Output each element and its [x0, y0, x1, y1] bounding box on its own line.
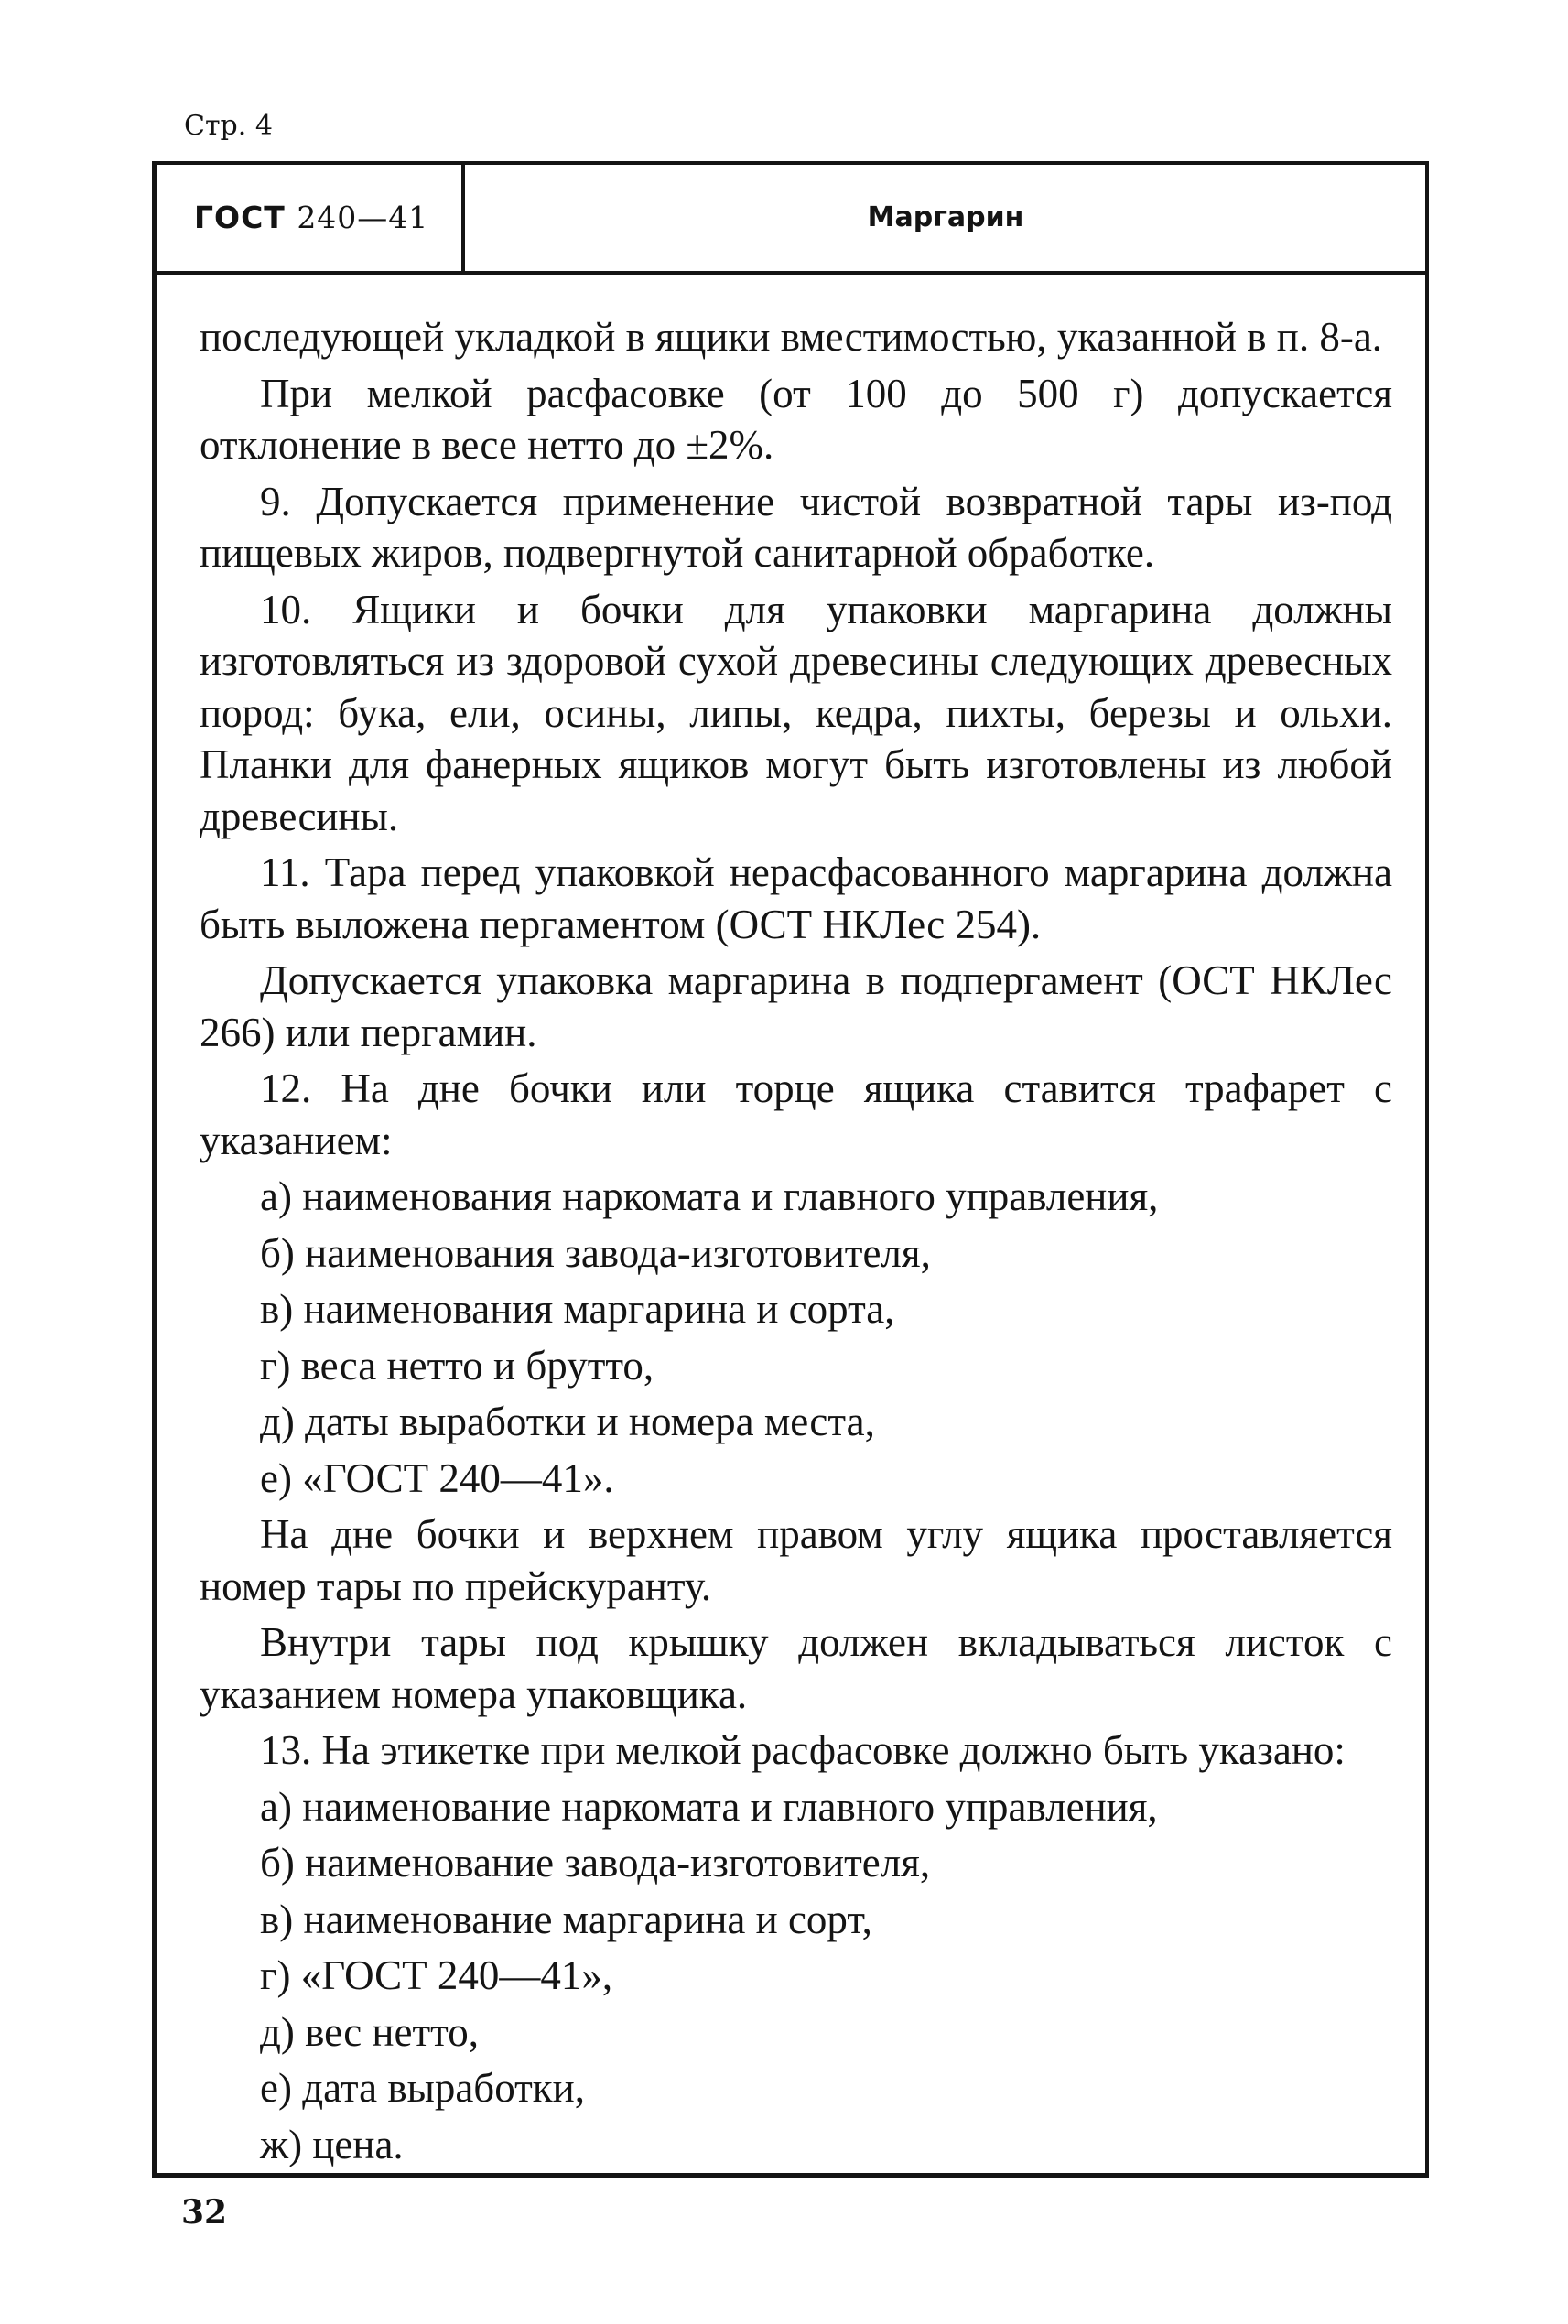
paragraph: 9. Допускается применение чистой возвратной тары из-под пищевых жиров, подвергнутой санитарной обработке. — [200, 478, 1392, 576]
list-item: ж) цена. — [260, 2121, 404, 2167]
paragraph: На дне бочки и верхнем правом углу ящика проставляется номер тары по прейскуранту. — [200, 1511, 1392, 1609]
paragraph: Допускается упаковка маргарина в подпергамент (ОСТ НКЛес 266) или пергамин. — [200, 957, 1392, 1055]
list-item: б) наименования завода-изготовителя, — [260, 1229, 931, 1276]
standard-number-value: 240—41 — [297, 200, 429, 235]
paragraph: 10. Ящики и бочки для упаковки маргарина должны изготовляться из здоровой сухой древесины следующих древесных пород: бука, ели, осины, липы, кедра, пихты, березы и ольхи. Планки для фанерных ящиков могут быть изготовлены из любой древесины. — [200, 586, 1392, 839]
list-item: г) веса нетто и брутто, — [260, 1342, 654, 1389]
standard-number — [194, 200, 428, 235]
paragraph: 11. Тара перед упаковкой нерасфасованного маргарина должна быть выложена пергаментом (ОСТ НКЛес 254). — [200, 849, 1392, 947]
paragraph: последующей укладкой в ящики вместимостью, указанной в п. 8-а. — [200, 314, 1383, 360]
footer-rule — [152, 2173, 1429, 2178]
paragraph: При мелкой расфасовке (от 100 до 500 г) допускается отклонение в весе нетто до ±2%. — [200, 370, 1392, 468]
page-number: 32 — [181, 2193, 228, 2232]
list-item: а) наименования наркомата и главного управления, — [260, 1173, 1159, 1219]
list-item: е) дата выработки, — [260, 2065, 585, 2111]
document-body — [200, 311, 1392, 2170]
list-item: е) «ГОСТ 240—41». — [260, 1454, 614, 1501]
list-item: а) наименование наркомата и главного управления, — [260, 1783, 1158, 1830]
list-item: в) наименование маргарина и сорт, — [260, 1896, 872, 1942]
list-item: д) вес нетто, — [260, 2008, 479, 2055]
standard-prefix: ГОСТ — [194, 200, 286, 235]
list-item: б) наименование завода-изготовителя, — [260, 1840, 931, 1886]
page-label: Стр. 4 — [184, 110, 273, 142]
list-item: г) «ГОСТ 240—41», — [260, 1952, 613, 1998]
header-bottom-rule — [152, 271, 1429, 275]
document-title: Маргарин — [867, 201, 1024, 233]
list-item: д) даты выработки и номера места, — [260, 1399, 875, 1444]
header-top-rule — [152, 161, 1429, 165]
list-item: в) наименования маргарина и сорта, — [260, 1286, 895, 1332]
paragraph: 13. На этикетке при мелкой расфасовке должно быть указано: — [260, 1727, 1346, 1773]
paragraph: Внутри тары под крышку должен вкладываться листок с указанием номера упаковщика. — [200, 1619, 1392, 1717]
paragraph: 12. На дне бочки или торце ящика ставится трафарет с указанием: — [200, 1065, 1392, 1163]
